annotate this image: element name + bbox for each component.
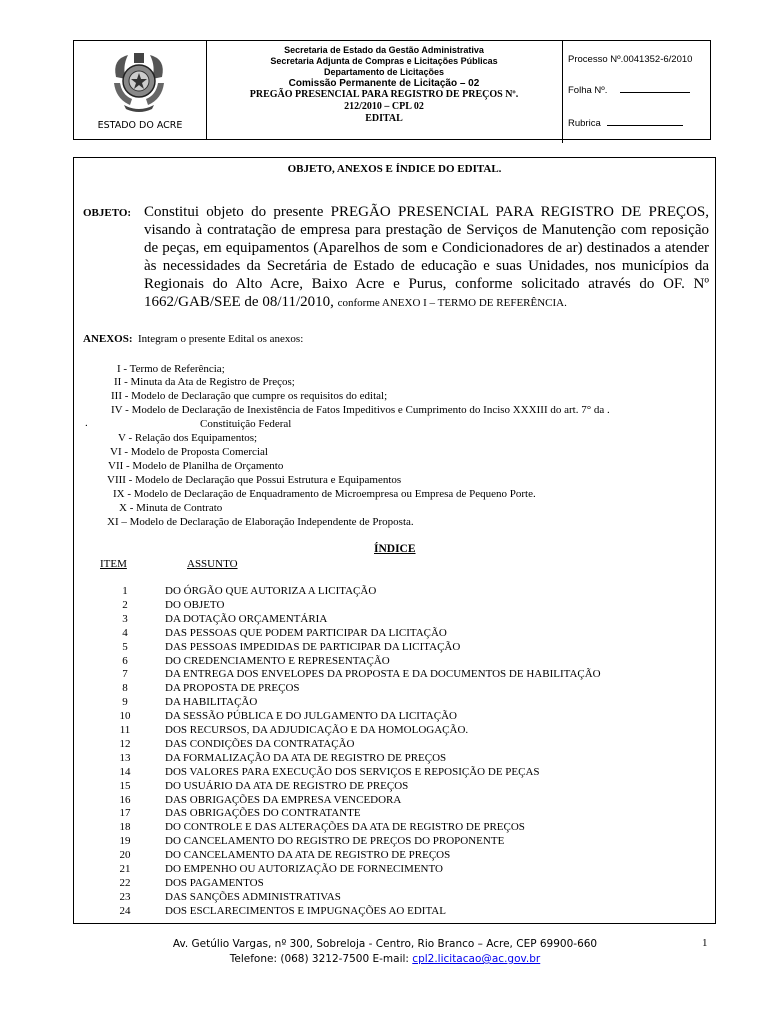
folha-blank bbox=[620, 92, 690, 93]
index-item-subject: DAS OBRIGAÇÕES DO CONTRATANTE bbox=[165, 807, 361, 820]
page-footer bbox=[0, 937, 770, 967]
index-item-number: 8 bbox=[122, 682, 128, 695]
index-item-subject: DO USUÁRIO DA ATA DE REGISTRO DE PREÇOS bbox=[165, 779, 409, 792]
rubrica-label: Rubrica bbox=[568, 118, 601, 129]
index-item-subject: DA PROPOSTA DE PREÇOS bbox=[165, 682, 300, 695]
index-item-subject: DOS ESCLARECIMENTOS E IMPUGNAÇÕES AO EDITAL bbox=[165, 904, 446, 917]
footer-email-link[interactable]: cpl2.licitacao@ac.gov.br bbox=[412, 953, 541, 965]
anexo-item: VII - Modelo de Planilha de Orçamento bbox=[108, 460, 284, 472]
index-item-number: 15 bbox=[119, 779, 131, 792]
index-item-number: 5 bbox=[122, 640, 128, 653]
header-line-4: Comissão Permanente de Licitação – 02 bbox=[288, 78, 480, 89]
column-item-header: ITEM bbox=[100, 558, 127, 570]
index-item-number: 9 bbox=[122, 696, 128, 709]
index-item-number: 4 bbox=[122, 626, 128, 639]
index-item-subject: DA FORMALIZAÇÃO DA ATA DE REGISTRO DE PREÇOS bbox=[165, 751, 447, 764]
anexo-item: III - Modelo de Declaração que cumpre os requisitos do edital; bbox=[111, 390, 388, 402]
index-item-number: 24 bbox=[119, 904, 131, 917]
footer-phone: Telefone: (068) 3212-7500 E-mail: bbox=[229, 953, 409, 965]
anexos-intro: Integram o presente Edital os anexos: bbox=[138, 333, 304, 345]
index-item-subject: DAS SANÇÕES ADMINISTRATIVAS bbox=[165, 890, 341, 903]
anexo-item: IV - Modelo de Declaração de Inexistência de Fatos Impeditivos e Cumprimento do Inciso XXXIII do art. 7° da . bbox=[111, 404, 610, 416]
edital-body bbox=[73, 157, 716, 924]
index-item-number: 1 bbox=[122, 585, 128, 597]
anexo-item: VI - Modelo de Proposta Comercial bbox=[110, 446, 268, 458]
index-item-number: 19 bbox=[119, 835, 131, 848]
anexo-item-continuation: Constituição Federal bbox=[200, 418, 292, 430]
index-item-subject: DA SESSÃO PÚBLICA E DO JULGAMENTO DA LICITAÇÃO bbox=[165, 710, 457, 723]
index-item-number: 12 bbox=[119, 737, 131, 750]
anexo-item: XI – Modelo de Declaração de Elaboração Independente de Proposta. bbox=[107, 516, 414, 528]
header-line-6: 212/2010 – CPL 02 bbox=[344, 101, 424, 112]
index-item-subject: DO ÓRGÃO QUE AUTORIZA A LICITAÇÃO bbox=[165, 585, 377, 597]
process-number: Processo Nº.0041352-6/2010 bbox=[568, 54, 693, 65]
index-item-number: 21 bbox=[119, 863, 131, 875]
header-line-3: Departamento de Licitações bbox=[323, 67, 445, 77]
objeto-body bbox=[144, 203, 709, 312]
index-item-number: 18 bbox=[119, 821, 131, 834]
section-title: OBJETO, ANEXOS E ÍNDICE DO EDITAL. bbox=[287, 163, 502, 175]
index-item-number: 16 bbox=[119, 793, 131, 806]
objeto-text: Constitui objeto do presente PREGÃO PRESENCIAL PARA REGISTRO DE PREÇOS, visando à contratação de empresa para prestação de Serviços de Manutenção com reposição de peças, em equipamentos (Aparelhos de som e Condicionadores de ar) destinados a atender às necessidades da Secretária de Estado de educação e suas Unidades, nos municípios da Regionais do Alto Acre, Baixo Acre e Purus, conforme solicitado através do OF. Nº 1662/GAB/SEE de 08/11/2010, bbox=[144, 204, 709, 310]
index-item-number: 20 bbox=[119, 849, 131, 862]
anexo-item: VIII - Modelo de Declaração que Possui Estrutura e Equipamentos bbox=[107, 474, 402, 486]
anexo-item: IX - Modelo de Declaração de Enquadramento de Microempresa ou Empresa de Pequeno Porte. bbox=[113, 488, 536, 500]
index-item-subject: DA DOTAÇÃO ORÇAMENTÁRIA bbox=[165, 612, 328, 625]
column-assunto-header: ASSUNTO bbox=[187, 558, 238, 570]
header-line-7: EDITAL bbox=[365, 113, 403, 124]
index-item-number: 23 bbox=[119, 890, 131, 903]
folha-label: Folha Nº. bbox=[568, 85, 608, 96]
index-item-subject: DAS PESSOAS QUE PODEM PARTICIPAR DA LICITAÇÃO bbox=[165, 626, 447, 639]
header-line-2: Secretaria Adjunta de Compras e Licitações Públicas bbox=[270, 56, 498, 66]
index-item-number: 17 bbox=[119, 807, 131, 820]
index-item-subject: DO CANCELAMENTO DO REGISTRO DE PREÇOS DO PROPONENTE bbox=[165, 835, 505, 848]
process-cell bbox=[562, 41, 710, 139]
header-titles bbox=[206, 41, 563, 143]
logo-cell bbox=[74, 41, 207, 139]
objeto-tail: conforme ANEXO I – TERMO DE REFERÊNCIA. bbox=[337, 297, 567, 309]
header-line-5: PREGÃO PRESENCIAL PARA REGISTRO DE PREÇOS Nº. bbox=[249, 89, 519, 100]
index-item-number: 2 bbox=[122, 598, 128, 611]
index-item-subject: DAS OBRIGAÇÕES DA EMPRESA VENCEDORA bbox=[165, 793, 402, 806]
rubrica-field bbox=[568, 118, 683, 129]
anexo-item: I - Termo de Referência; bbox=[117, 363, 225, 375]
index-item-subject: DO CREDENCIAMENTO E REPRESENTAÇÃO bbox=[165, 654, 390, 667]
index-item-number: 13 bbox=[119, 751, 131, 764]
index-item-subject: DA ENTREGA DOS ENVELOPES DA PROPOSTA E DA DOCUMENTOS DE HABILITAÇÃO bbox=[165, 668, 601, 681]
index-item-subject: DA HABILITAÇÃO bbox=[165, 696, 258, 709]
index-item-subject: DAS CONDIÇÕES DA CONTRATAÇÃO bbox=[165, 737, 355, 750]
index-item-number: 22 bbox=[119, 876, 131, 889]
footer-contact bbox=[0, 952, 770, 967]
anexo-item: II - Minuta da Ata de Registro de Preços; bbox=[114, 376, 295, 388]
indice-title: ÍNDICE bbox=[374, 543, 416, 555]
folha-field bbox=[568, 85, 690, 96]
anexos-label: ANEXOS: bbox=[83, 333, 133, 345]
index-item-subject: DO OBJETO bbox=[165, 598, 225, 611]
index-item-subject: DAS PESSOAS IMPEDIDAS DE PARTICIPAR DA LICITAÇÃO bbox=[165, 640, 461, 653]
index-item-subject: DOS RECURSOS, DA ADJUDICAÇÃO E DA HOMOLOGAÇÃO. bbox=[165, 724, 469, 736]
index-item-number: 6 bbox=[122, 654, 128, 667]
stray-dot: . bbox=[85, 417, 88, 429]
index-item-subject: DO EMPENHO OU AUTORIZAÇÃO DE FORNECIMENTO bbox=[165, 863, 443, 875]
state-seal-icon bbox=[110, 49, 168, 115]
anexo-item: V - Relação dos Equipamentos; bbox=[118, 432, 258, 444]
header-line-1: Secretaria de Estado da Gestão Administrativa bbox=[284, 45, 484, 55]
index-item-number: 14 bbox=[119, 765, 131, 778]
index-item-number: 10 bbox=[119, 710, 131, 723]
index-item-number: 3 bbox=[122, 612, 128, 625]
anexos-heading bbox=[83, 333, 303, 345]
page-number: 1 bbox=[702, 937, 708, 949]
state-name: ESTADO DO ACRE bbox=[97, 120, 183, 131]
anexo-item: X - Minuta de Contrato bbox=[119, 502, 223, 514]
objeto-paragraph bbox=[83, 203, 709, 310]
index-item-subject: DO CANCELAMENTO DA ATA DE REGISTRO DE PREÇOS bbox=[165, 849, 451, 862]
document-header bbox=[73, 40, 711, 140]
index-item-subject: DOS VALORES PARA EXECUÇÃO DOS SERVIÇOS E REPOSIÇÃO DE PEÇAS bbox=[165, 765, 540, 778]
index-item-subject: DO CONTROLE E DAS ALTERAÇÕES DA ATA DE REGISTRO DE PREÇOS bbox=[165, 821, 525, 834]
index-item-number: 11 bbox=[119, 724, 131, 736]
objeto-label: OBJETO: bbox=[83, 207, 132, 219]
index-item-number: 7 bbox=[122, 668, 128, 681]
rubrica-blank bbox=[607, 125, 683, 126]
index-item-subject: DOS PAGAMENTOS bbox=[165, 876, 264, 889]
footer-address: Av. Getúlio Vargas, nº 300, Sobreloja - Centro, Rio Branco – Acre, CEP 69900-660 bbox=[172, 938, 598, 950]
